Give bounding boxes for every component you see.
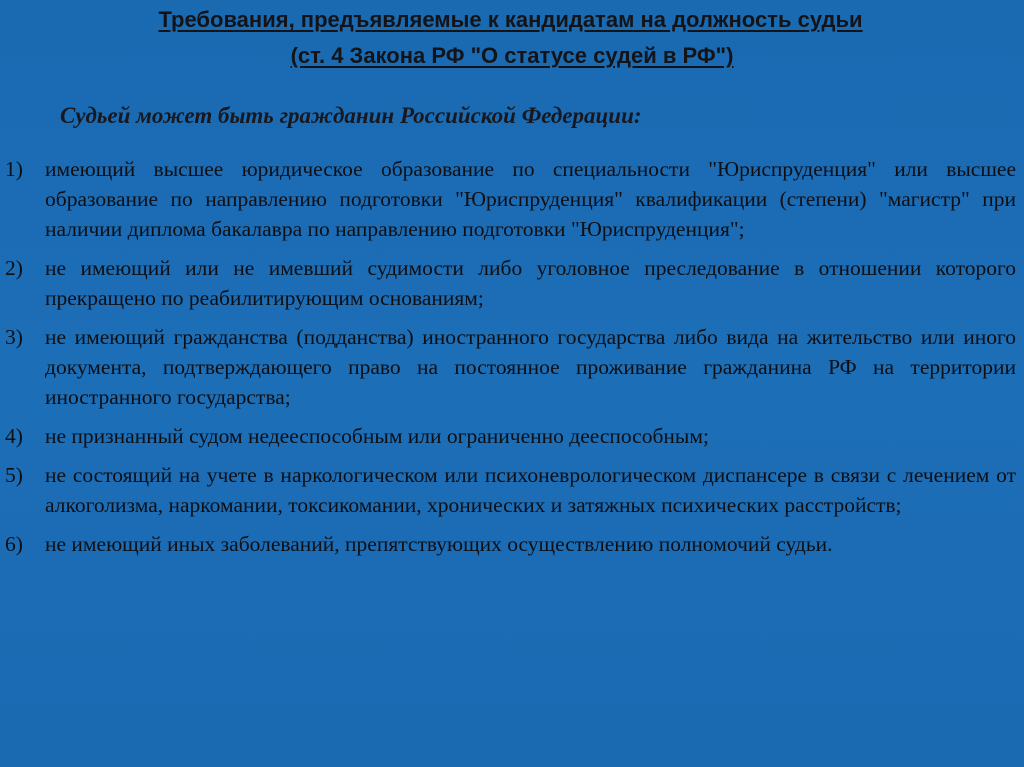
list-item — [5, 529, 1016, 559]
item-number: 6) — [5, 532, 23, 556]
item-number: 5) — [5, 463, 23, 487]
item-text: имеющий высшее юридическое образование по специальности "Юриспруденция" или высшее образование по направлению подготовки "Юриспруденция" квалификации (степени) "магистр" при наличии диплома бакалавра по направлению подготовки "Юриспруденция"; — [45, 157, 1016, 241]
requirements-list — [5, 154, 1016, 568]
item-text: не имеющий иных заболеваний, препятствующих осуществлению полномочий судьи. — [45, 532, 833, 556]
item-text: не состоящий на учете в наркологическом или психоневрологическом диспансере в связи с лечением от алкоголизма, наркомании, токсикомании, хронических и затяжных психических расстройств; — [45, 463, 1016, 517]
item-number: 2) — [5, 256, 23, 280]
item-number: 4) — [5, 424, 23, 448]
slide-title — [0, 2, 1024, 74]
item-number: 3) — [5, 325, 23, 349]
list-item — [5, 253, 1016, 313]
list-item — [5, 460, 1016, 520]
item-text: не признанный судом недееспособным или ограниченно дееспособным; — [45, 424, 709, 448]
title-line-1: Требования, предъявляемые к кандидатам на должность судьи — [158, 7, 863, 32]
intro-text: Судьей может быть гражданин Российской Федерации: — [60, 103, 642, 128]
list-item — [5, 154, 1016, 244]
list-item — [5, 421, 1016, 451]
item-text: не имеющий или не имевший судимости либо уголовное преследование в отношении которого прекращено по реабилитирующим основаниям; — [45, 256, 1016, 310]
list-item — [5, 322, 1016, 412]
title-line-2: (ст. 4 Закона РФ "О статусе судей в РФ") — [290, 43, 734, 68]
item-number: 1) — [5, 157, 23, 181]
item-text: не имеющий гражданства (подданства) иностранного государства либо вида на жительство или иного документа, подтверждающего право на постоянное проживание гражданина РФ на территории иностранного государства; — [45, 325, 1016, 409]
